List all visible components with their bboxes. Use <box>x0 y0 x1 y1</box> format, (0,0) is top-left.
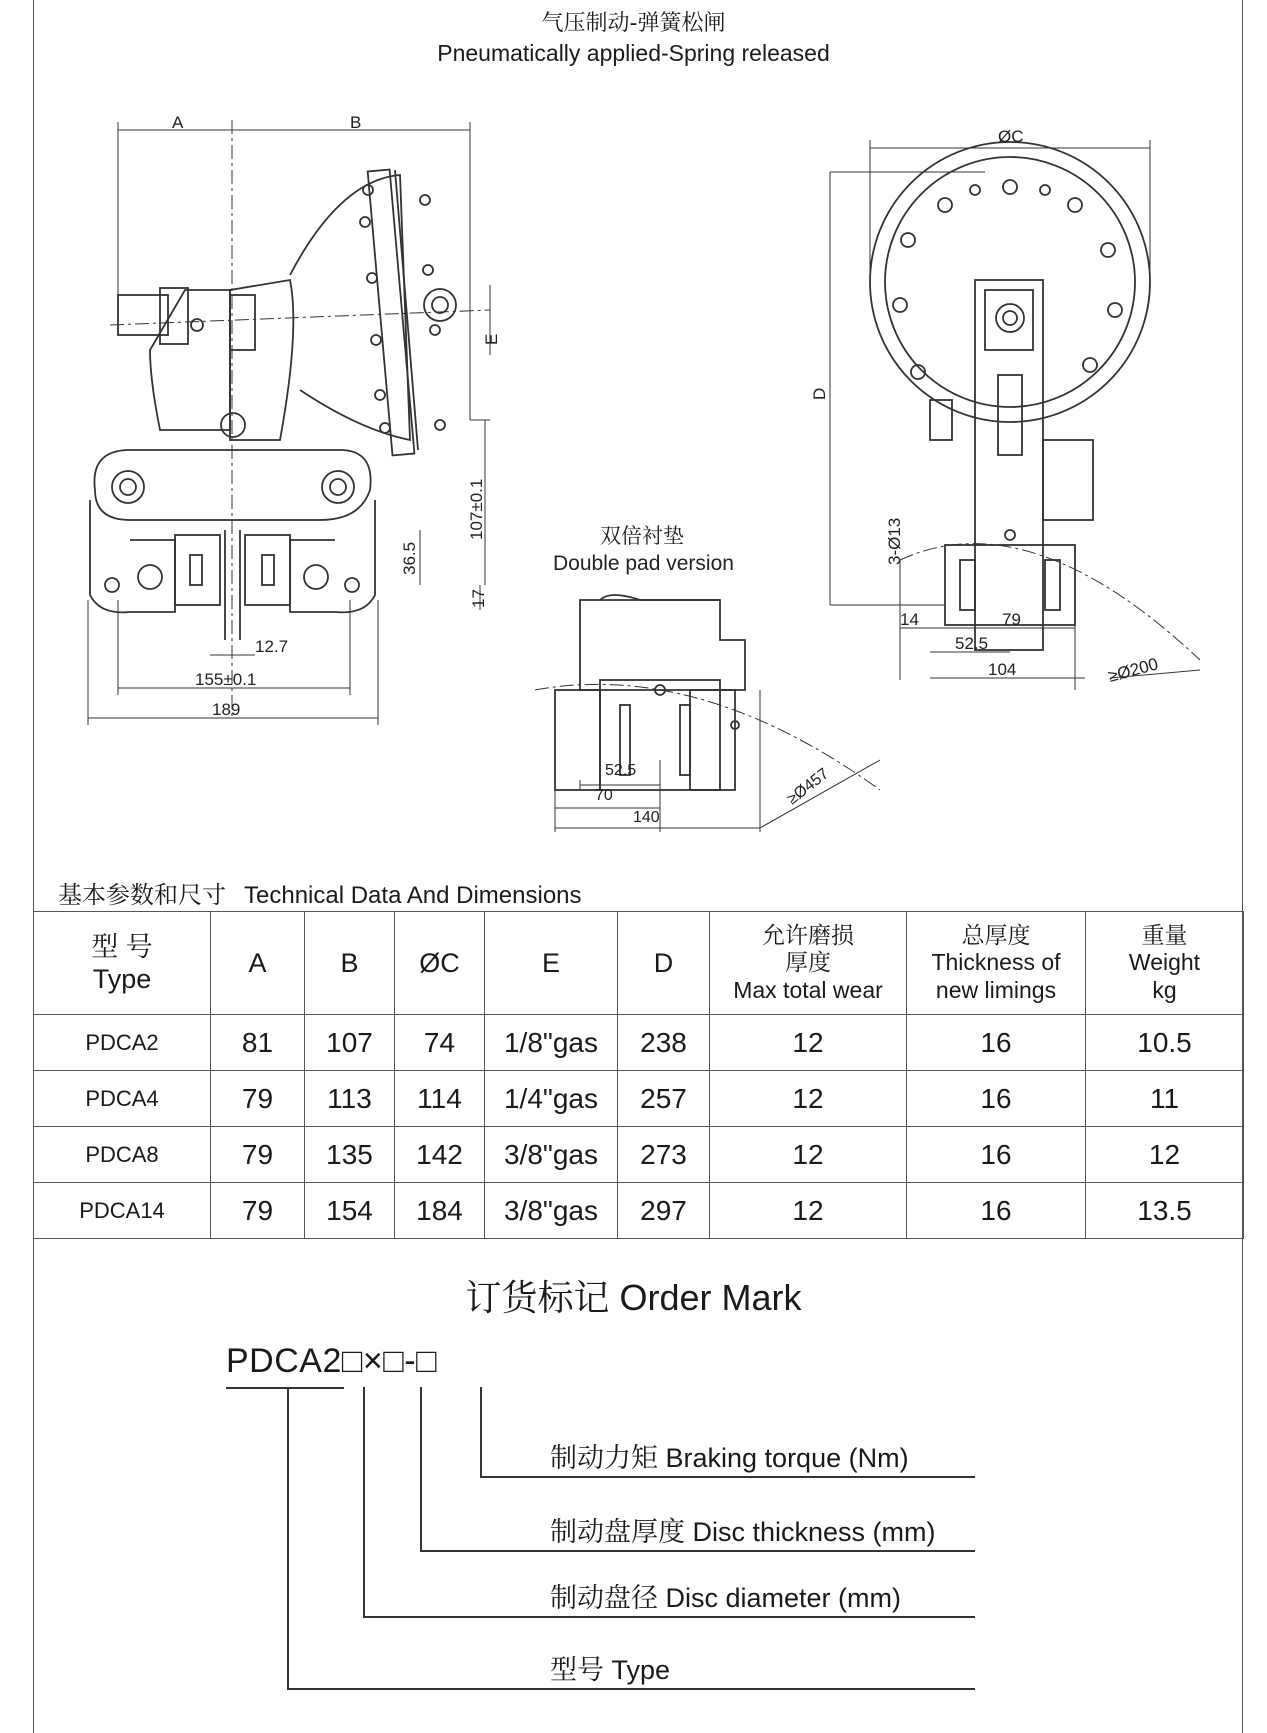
leader-torque-vertical <box>480 1387 482 1477</box>
dim-d-label: D <box>810 387 829 400</box>
leader-torque-horizontal <box>480 1476 975 1478</box>
order-mark-code: PDCA2□×□-□ <box>226 1342 438 1380</box>
cell-wear: 12 <box>710 1127 907 1183</box>
leader-diameter-vertical <box>363 1387 365 1617</box>
header-thickness: 总厚度 Thickness of new limings <box>907 912 1086 1015</box>
dim-79-label: 79 <box>1002 610 1021 629</box>
cell-d: 238 <box>618 1015 710 1071</box>
header-e: E <box>485 912 618 1015</box>
cell-b: 107 <box>305 1015 395 1071</box>
section-title-en: Technical Data And Dimensions <box>244 882 582 909</box>
double-pad-labels <box>553 525 832 826</box>
header-title-en: Pneumatically applied-Spring released <box>437 40 830 66</box>
dim-3-13-label: 3-Ø13 <box>885 517 904 565</box>
table-row <box>34 1071 1244 1127</box>
cell-a: 81 <box>211 1015 305 1071</box>
cell-d: 257 <box>618 1071 710 1127</box>
dim-c-label: ØC <box>998 127 1024 146</box>
dim-52-5-right-label: 52.5 <box>955 634 989 653</box>
cell-b: 135 <box>305 1127 395 1183</box>
cell-thickness: 16 <box>907 1015 1086 1071</box>
header-max-wear: 允许磨损 厚度 Max total wear <box>710 912 907 1015</box>
label-braking-torque: 制动力矩 Braking torque (Nm) <box>550 1443 909 1473</box>
cell-wear: 12 <box>710 1183 907 1239</box>
cell-c: 74 <box>395 1015 485 1071</box>
cell-wear: 12 <box>710 1071 907 1127</box>
cell-d: 273 <box>618 1127 710 1183</box>
cell-wear: 12 <box>710 1015 907 1071</box>
leader-type-horizontal <box>287 1688 975 1690</box>
dim-12-7-label: 12.7 <box>255 637 289 656</box>
cell-type: PDCA4 <box>34 1071 211 1127</box>
cell-thickness: 16 <box>907 1127 1086 1183</box>
cell-thickness: 16 <box>907 1183 1086 1239</box>
dim-107-label: 107±0.1 <box>467 478 486 540</box>
table-row <box>34 1183 1244 1239</box>
code-underline <box>226 1387 344 1389</box>
label-disc-thickness: 制动盘厚度 Disc thickness (mm) <box>550 1517 936 1547</box>
section-title-cn: 基本参数和尺寸 <box>58 881 226 909</box>
cell-a: 79 <box>211 1183 305 1239</box>
cell-a: 79 <box>211 1071 305 1127</box>
dim-36-5-label: 36.5 <box>400 541 419 575</box>
header-c: ØC <box>395 912 485 1015</box>
dim-140-label: 140 <box>633 809 660 826</box>
cell-type: PDCA14 <box>34 1183 211 1239</box>
header-b: B <box>305 912 395 1015</box>
leader-diameter-horizontal <box>363 1616 975 1618</box>
cell-d: 297 <box>618 1183 710 1239</box>
dim-b-label: B <box>350 113 362 132</box>
cell-e: 1/8"gas <box>485 1015 618 1071</box>
cell-thickness: 16 <box>907 1071 1086 1127</box>
dim-189-label: 189 <box>212 700 241 719</box>
dim-457-label: ≥Ø457 <box>783 765 833 809</box>
cell-weight: 12 <box>1086 1127 1244 1183</box>
cell-e: 1/4"gas <box>485 1071 618 1127</box>
cell-a: 79 <box>211 1127 305 1183</box>
header-weight: 重量 Weight kg <box>1086 912 1244 1015</box>
section-title <box>58 875 582 910</box>
dim-70-label: 70 <box>595 787 613 804</box>
dim-17-label: 17 <box>469 589 488 608</box>
dim-155-label: 155±0.1 <box>195 670 257 689</box>
cell-e: 3/8"gas <box>485 1127 618 1183</box>
cell-weight: 11 <box>1086 1071 1244 1127</box>
table-row <box>34 1015 1244 1071</box>
right-drawing-labels <box>810 127 1160 686</box>
cell-type: PDCA8 <box>34 1127 211 1183</box>
cell-b: 154 <box>305 1183 395 1239</box>
cell-c: 184 <box>395 1183 485 1239</box>
leader-type-vertical <box>287 1387 289 1689</box>
table-row <box>34 1127 1244 1183</box>
dim-200-label: ≥Ø200 <box>1106 654 1161 686</box>
left-caliper-drawing <box>88 120 490 725</box>
technical-data-table <box>33 911 1244 1239</box>
double-pad-cn-label: 双倍衬垫 <box>600 525 684 548</box>
header-a: A <box>211 912 305 1015</box>
cell-weight: 13.5 <box>1086 1183 1244 1239</box>
cell-e: 3/8"gas <box>485 1183 618 1239</box>
header-title-cn: 气压制动-弹簧松闸 <box>541 11 726 36</box>
cell-c: 142 <box>395 1127 485 1183</box>
cell-weight: 10.5 <box>1086 1015 1244 1071</box>
header-type: 型 号 Type <box>34 912 211 1015</box>
table-header-row <box>34 912 1244 1015</box>
leader-thickness-vertical <box>420 1387 422 1551</box>
cell-b: 113 <box>305 1071 395 1127</box>
right-side-view-drawing <box>830 140 1200 690</box>
label-disc-diameter: 制动盘径 Disc diameter (mm) <box>550 1583 902 1613</box>
leader-thickness-horizontal <box>420 1550 975 1552</box>
left-drawing-labels <box>172 113 501 719</box>
label-type: 型号 Type <box>550 1655 671 1685</box>
header-d: D <box>618 912 710 1015</box>
dim-52-5-mid-label: 52.5 <box>605 762 637 779</box>
dim-14-label: 14 <box>900 610 919 629</box>
dim-104-label: 104 <box>988 660 1017 679</box>
dim-e-label: E <box>482 333 501 345</box>
dim-a-label: A <box>172 113 184 132</box>
double-pad-drawing <box>535 595 880 832</box>
cell-type: PDCA2 <box>34 1015 211 1071</box>
order-mark-title: 订货标记 Order Mark <box>465 1277 802 1318</box>
cell-c: 114 <box>395 1071 485 1127</box>
double-pad-en-label: Double pad version <box>553 552 734 575</box>
